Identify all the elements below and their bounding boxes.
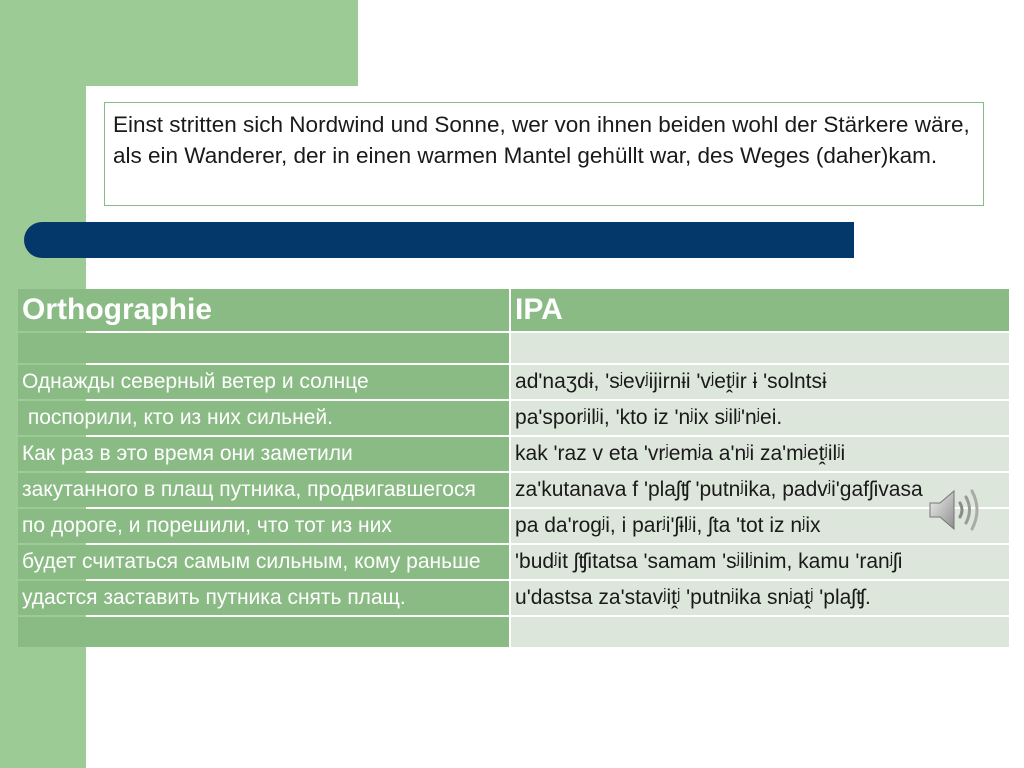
table-row [18,509,1009,543]
ipa-cell [511,333,1009,363]
ipa-cell: ad'naʒdɨ, 'sʲevʲijirnɨi 'vʲeṱʲir ɨ 'solntsɨ [511,365,1009,399]
speaker-sound-icon[interactable] [926,484,982,536]
ipa-cell: pa'sporʲilʲi, 'kto iz 'nʲix sʲilʲ'nʲei. [511,401,1009,435]
table-row [18,333,1009,363]
ipa-cell: za'kutanava f 'plaʃʧ 'putnʲika, padvʲi'gafʃivasa [511,473,1009,507]
orthography-cell: поспорили, кто из них сильней. [18,401,509,435]
table-row [18,581,1009,615]
ipa-cell: pa da'rogʲi, i parʲi'ʃɨlʲi, ʃta 'tot iz nʲix [511,509,1009,543]
table-row [18,401,1009,435]
table-header-row [18,289,1009,331]
orthography-cell [18,333,509,363]
german-quote-text: Einst stritten sich Nordwind und Sonne, wer von ihnen beiden wohl der Stärkere wäre, als ein Wanderer, der in einen warmen Mantel gehüllt war, des Weges (daher)kam. [113,112,970,168]
ipa-cell: 'budʲit ʃʧitatsa 'samam 'sʲilʲnim, kamu 'ranʲʃi [511,545,1009,579]
orthography-cell: будет считаться самым сильным, кому раньше [18,545,509,579]
table-row [18,545,1009,579]
ipa-cell: u'dastsa za'stavʲiṱʲ 'putnʲika snʲaṱʲ 'plaʃʧ. [511,581,1009,615]
ipa-cell [511,617,1009,647]
orthography-cell [18,617,509,647]
decorative-green-band-top [0,0,358,86]
orthography-cell: закутанного в плащ путника, продвигавшегося [18,473,509,507]
table-row [18,365,1009,399]
table-row [18,473,1009,507]
german-quote-box [104,102,984,206]
table-row [18,617,1009,647]
table-row [18,437,1009,471]
orthography-cell: Однажды северный ветер и солнце [18,365,509,399]
orthography-cell: удастся заставить путника снять плащ. [18,581,509,615]
transcription-table [16,287,1011,649]
decorative-blue-bar [24,222,854,258]
orthography-cell: Как раз в это время они заметили [18,437,509,471]
header-ipa: IPA [511,289,1009,331]
ipa-cell: kak 'raz v eta 'vrʲemʲa a'nʲi za'mʲeṱʲilʲi [511,437,1009,471]
orthography-cell: по дороге, и порешили, что тот из них [18,509,509,543]
header-orthographie: Orthographie [18,289,509,331]
